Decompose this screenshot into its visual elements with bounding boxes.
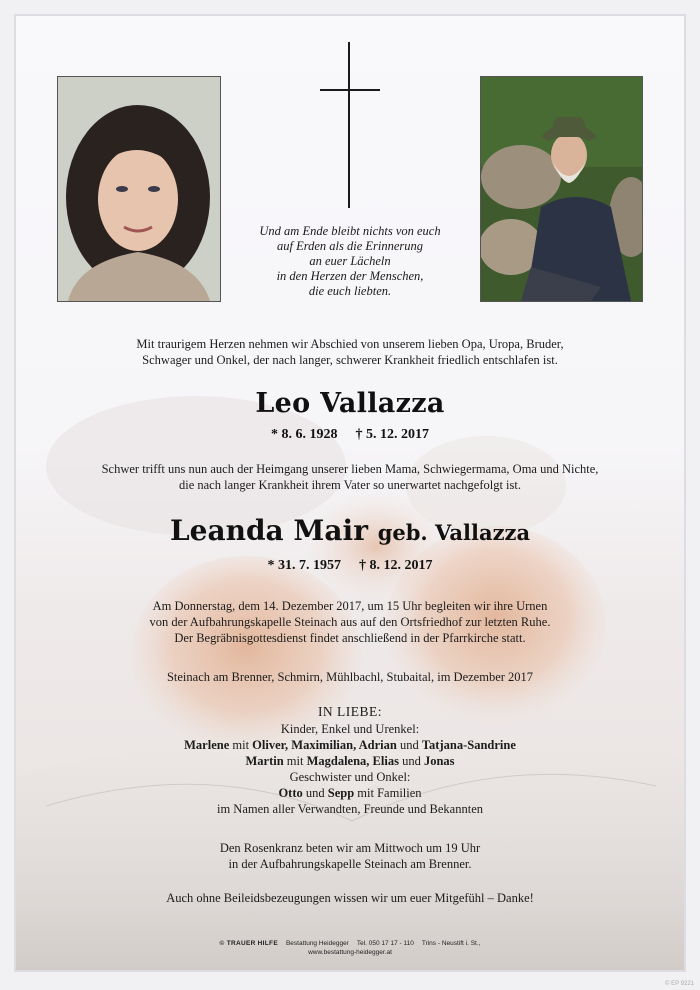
footer [0,939,700,957]
deceased-name-leanda [0,514,700,550]
verse-line: Und am Ende bleibt nichts von euch [259,224,441,238]
family-name: Sepp [327,786,355,800]
family-connector: mit [283,754,307,768]
rosary-line: Den Rosenkranz beten wir am Mittwoch um 19 Uhr [219,841,481,855]
intro-line: Mit traurigem Herzen nehmen wir Abschied von unserem lieben Opa, Uropa, Bruder, [136,337,564,351]
verse-line: die euch liebten. [308,284,392,298]
maiden-name: geb. Vallazza [377,520,531,545]
family-name: Tatjana-Sandrine [421,738,516,752]
deceased-name-leo: Leo Vallazza [255,388,445,419]
family-connector: und [302,786,328,800]
corner-code: © EP 9221 [665,981,694,987]
footer-line [0,939,700,948]
second-intro-line: Schwer trifft uns nun auch der Heimgang unserer lieben Mama, Schwiegermama, Oma und Nichte, [101,462,599,476]
name: Leanda Mair [169,514,368,547]
intro-text [0,336,700,368]
geschwister-label: Geschwister und Onkel: [289,770,411,784]
cross-icon [318,42,382,210]
birth-date: * 31. 7. 1957 [267,558,341,573]
memorial-verse [228,224,472,299]
family-name: Oliver, Maximilian, Adrian [252,738,397,752]
intro-line: Schwager und Onkel, der nach langer, schwerer Krankheit friedlich entschlafen ist. [142,353,558,367]
family-name: Martin [245,754,284,768]
thanks-text: Auch ohne Beileidsbezeugungen wissen wir um euer Mitgefühl – Danke! [166,891,534,905]
verse-line: an euer Lächeln [309,254,391,268]
family-list [0,721,700,817]
life-dates-leo [0,426,700,444]
relatives-line: im Namen aller Verwandten, Freunde und Bekannten [216,802,483,816]
portrait-photo-leo [480,76,643,302]
family-name: Otto [278,786,303,800]
life-dates-leanda [0,557,700,575]
family-connector: und [398,754,424,768]
family-heading: IN LIEBE: [317,704,383,719]
death-date: † 5. 12. 2017 [355,427,429,442]
ceremony-line: Am Donnerstag, dem 14. Dezember 2017, um 15 Uhr begleiten wir ihre Urnen [152,599,548,613]
rosary-text [0,840,700,872]
verse-line: in den Herzen der Menschen, [276,269,424,283]
death-date: † 8. 12. 2017 [359,558,433,573]
footer-phone: Tel. 050 17 17 - 110 [356,940,414,947]
footer-website[interactable]: www.bestattung-heidegger.at [308,949,392,956]
ceremony-line: von der Aufbahrungskapelle Steinach aus auf den Ortsfriedhof zur letzten Ruhe. [149,615,551,629]
family-row-martin [0,753,700,769]
second-intro-line: die nach langer Krankheit ihrem Vater so unerwartet nachgefolgt ist. [178,478,521,492]
birth-date: * 8. 6. 1928 [271,427,338,442]
footer-address: Trins - Neustift i. St., [421,940,481,947]
trauer-hilfe-logo: © TRAUER HILFE [219,940,278,947]
family-name: Jonas [423,754,455,768]
footer-company: Bestattung Heidegger [285,940,349,947]
second-intro-text [0,461,700,493]
ceremony-line: Der Begräbnisgottesdienst findet anschließend in der Pfarrkirche statt. [174,631,526,645]
kinder-label: Kinder, Enkel und Urenkel: [280,722,420,736]
place-date: Steinach am Brenner, Schmirn, Mühlbachl, Stubaital, im Dezember 2017 [166,670,534,684]
ceremony-text [0,598,700,646]
rosary-line: in der Aufbahrungskapelle Steinach am Brenner. [228,857,472,871]
family-row-siblings [0,785,700,801]
portrait-photo-leanda [57,76,221,302]
family-name: Marlene [184,738,230,752]
family-row-marlene [0,737,700,753]
verse-line: auf Erden als die Erinnerung [276,239,424,253]
family-name: Magdalena, Elias [306,754,399,768]
family-connector: mit [229,738,253,752]
family-connector: mit Familien [354,786,422,800]
family-connector: und [396,738,422,752]
